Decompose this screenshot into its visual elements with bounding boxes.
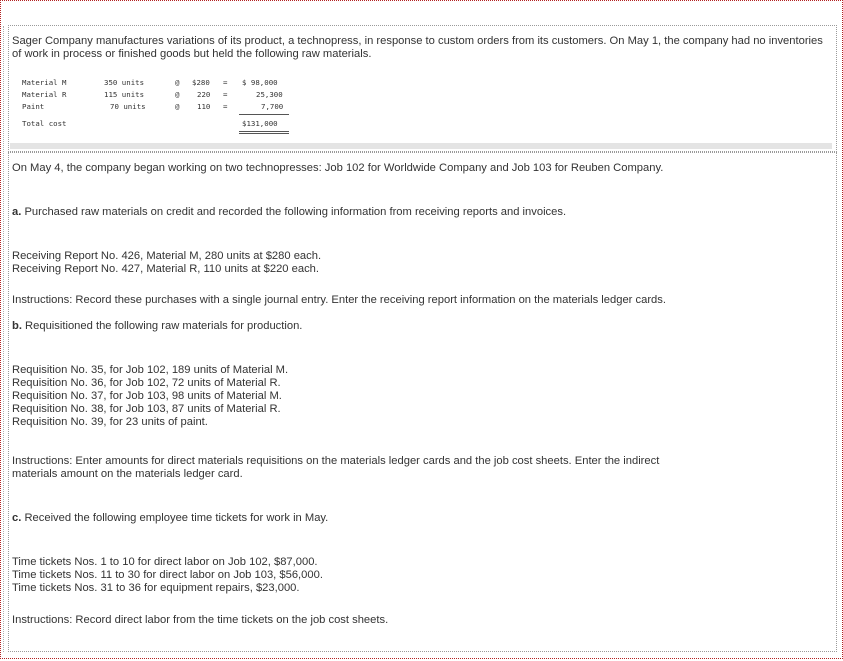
part-b-heading	[12, 320, 302, 333]
subtotal-rule	[239, 114, 289, 115]
list-item: Time tickets Nos. 31 to 36 for equipment repairs, $23,000.	[12, 582, 300, 594]
list-item: Requisition No. 38, for Job 103, 87 units of Material R.	[12, 403, 281, 415]
list-item: Requisition No. 35, for Job 102, 189 units of Material M.	[12, 364, 289, 376]
list-item: Receiving Report No. 426, Material M, 280 units at $280 each.	[12, 250, 322, 262]
list-item: Receiving Report No. 427, Material R, 110 units at $220 each.	[12, 263, 319, 275]
total-rule-top	[239, 131, 289, 132]
intro-text: Sager Company manufactures variations of its product, a technopress, in response to custom orders from its customers. On May 1, the company had no inventories of work in process or finished goods but held the following raw materials.	[12, 35, 823, 60]
list-item: Requisition No. 39, for 23 units of paint.	[12, 416, 208, 428]
left-border	[3, 26, 4, 652]
part-a-letter: a.	[12, 206, 22, 218]
total-rule-bottom	[239, 133, 289, 134]
part-c-text: Received the following employee time tickets for work in May.	[21, 512, 329, 524]
may4-text: On May 4, the company began working on two technopresses: Job 102 for Worldwide Company and Job 103 for Reuben Company.	[12, 162, 664, 174]
part-b-instructions-line1: Instructions: Enter amounts for direct materials requisitions on the materials ledger cards and the job cost sheets. Enter the indirect	[12, 455, 660, 467]
section-divider	[10, 143, 832, 149]
list-item: Time tickets Nos. 11 to 30 for direct labor on Job 103, $56,000.	[12, 569, 323, 581]
part-a-heading	[12, 206, 566, 219]
list-item: Requisition No. 37, for Job 103, 98 units of Material M.	[12, 390, 282, 402]
part-b-text: Requisitioned the following raw materials for production.	[21, 320, 303, 332]
part-c-heading	[12, 512, 328, 525]
part-b-instructions-line2: materials amount on the materials ledger card.	[12, 468, 243, 480]
list-item: Time tickets Nos. 1 to 10 for direct labor on Job 102, $87,000.	[12, 556, 318, 568]
part-b-letter: b.	[12, 320, 22, 332]
part-a-instructions: Instructions: Record these purchases with a single journal entry. Enter the receiving report information on the materials ledger cards.	[12, 294, 666, 306]
list-item: Requisition No. 36, for Job 102, 72 units of Material R.	[12, 377, 281, 389]
part-a-text: Purchased raw materials on credit and recorded the following information from receiving reports and invoices.	[21, 206, 567, 218]
part-c-instructions: Instructions: Record direct labor from the time tickets on the job cost sheets.	[12, 614, 389, 626]
part-c-letter: c.	[12, 512, 22, 524]
